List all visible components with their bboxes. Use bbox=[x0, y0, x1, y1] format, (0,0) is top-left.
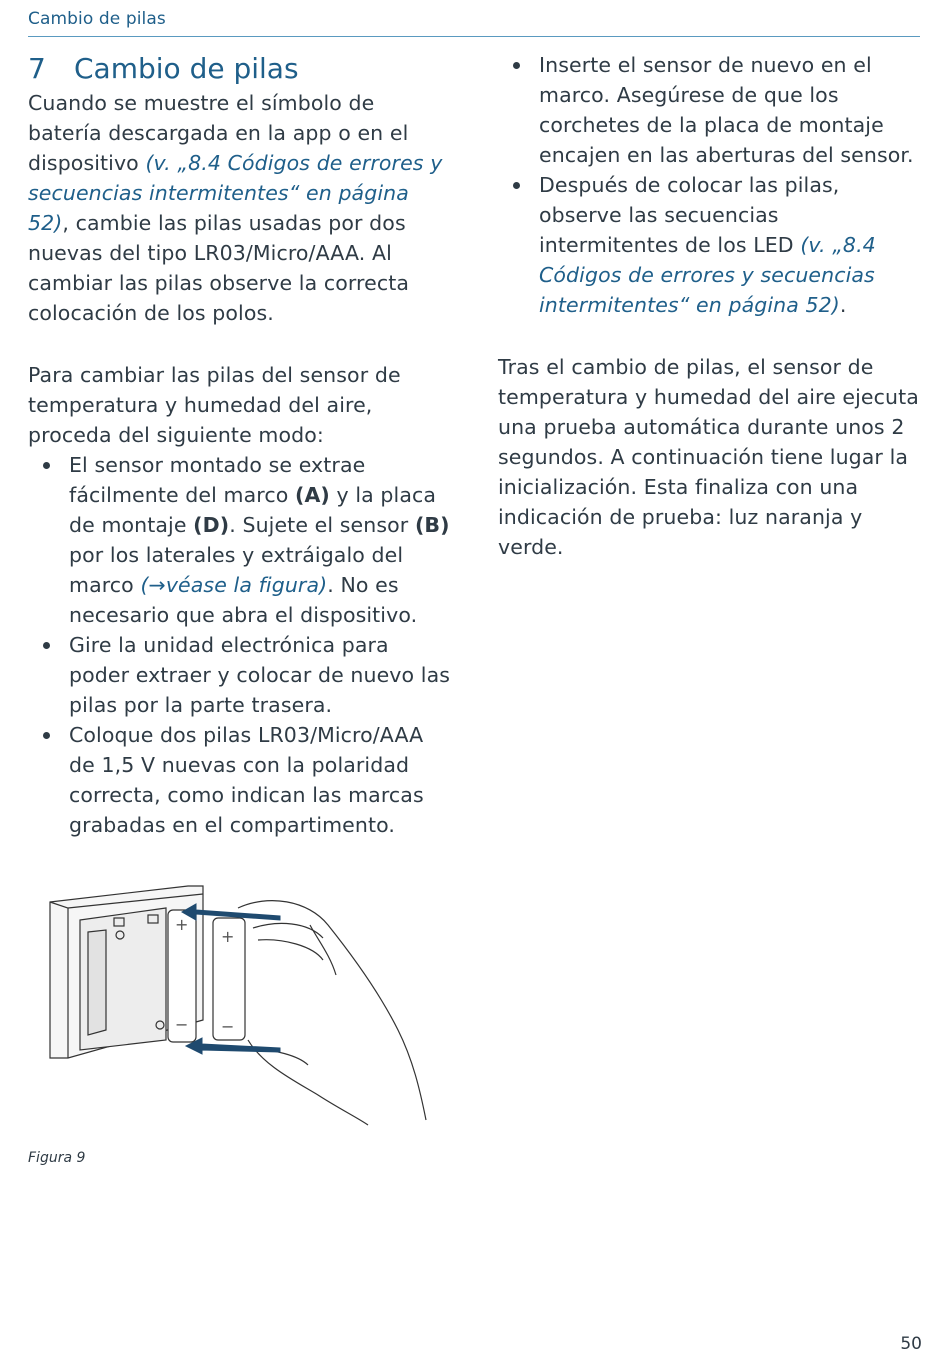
header-rule bbox=[28, 36, 920, 37]
list-item-text: El sensor montado se extrae fácilmente del marco bbox=[69, 453, 366, 507]
svg-text:+: + bbox=[221, 927, 235, 946]
list-item-text: por los laterales y extráigalo del marco bbox=[69, 543, 404, 597]
list-item: Gire la unidad electrónica para poder extraer y colocar de nuevo las pilas por la parte trasera. bbox=[28, 630, 453, 720]
section-title: Cambio de pilas bbox=[74, 52, 299, 85]
hand-illustration bbox=[238, 901, 426, 1120]
procedure-list bbox=[28, 450, 453, 840]
procedure-list-continued bbox=[498, 50, 923, 320]
figure-caption: Figura 9 bbox=[28, 1150, 86, 1166]
cross-reference-link[interactable]: (v. „8.4 Códigos de errores y secuencias intermitentes“ en página 52) bbox=[28, 151, 443, 235]
list-item-text: y la placa de montaje bbox=[69, 483, 437, 537]
label-a: (A) bbox=[294, 483, 330, 507]
battery-icon bbox=[213, 918, 245, 1040]
label-b: (B) bbox=[414, 513, 450, 537]
right-column bbox=[498, 50, 923, 562]
closing-paragraph: Tras el cambio de pilas, el sensor de temperatura y humedad del aire ejecuta una prueba automática durante unos 2 segundos. A continuación tiene lugar la inicialización. Esta finaliza con una indicación de prueba: luz naranja y verde. bbox=[498, 355, 919, 559]
intro-text: Cuando se muestre el símbolo de batería descargada en la app o en el dispositivo bbox=[28, 91, 409, 175]
list-item: Inserte el sensor de nuevo en el marco. Asegúrese de que los corchetes de la placa de montaje encajen en las aberturas del sensor. bbox=[498, 50, 923, 170]
list-item-text: . No es necesario que abra el dispositivo. bbox=[69, 573, 418, 627]
svg-text:+: + bbox=[175, 915, 189, 934]
page-number: 50 bbox=[900, 1334, 922, 1354]
battery-icon bbox=[168, 910, 196, 1042]
running-header: Cambio de pilas bbox=[28, 9, 166, 29]
list-item-text: . bbox=[839, 293, 847, 317]
svg-text:−: − bbox=[175, 1015, 189, 1034]
figure-reference-link[interactable]: (→véase la figura) bbox=[140, 573, 328, 597]
list-item: Coloque dos pilas LR03/Micro/AAA de 1,5 V nuevas con la polaridad correcta, como indican las marcas grabadas en el compartimento. bbox=[28, 720, 453, 840]
battery-replacement-figure bbox=[48, 880, 438, 1130]
section-heading bbox=[28, 50, 453, 88]
list-item bbox=[498, 170, 923, 320]
intro-text-cont: , cambie las pilas usadas por dos nuevas del tipo LR03/Micro/AAA. Al cambiar las pilas observe la correcta colocación de los polos. bbox=[28, 211, 409, 325]
intro-paragraph bbox=[28, 88, 453, 328]
svg-text:−: − bbox=[221, 1017, 235, 1036]
list-item-text: Después de colocar las pilas, observe las secuencias intermitentes de los LED bbox=[539, 173, 840, 257]
list-item-text: . Sujete el sensor bbox=[229, 513, 415, 537]
section-number: 7 bbox=[28, 52, 46, 85]
procedure-intro: Para cambiar las pilas del sensor de temperatura y humedad del aire, proceda del siguiente modo: bbox=[28, 363, 401, 447]
left-column bbox=[28, 50, 453, 840]
list-item bbox=[28, 450, 453, 630]
label-d: (D) bbox=[193, 513, 230, 537]
cross-reference-link[interactable]: (v. „8.4 Códigos de errores y secuencias intermitentes“ en página 52) bbox=[539, 233, 876, 317]
